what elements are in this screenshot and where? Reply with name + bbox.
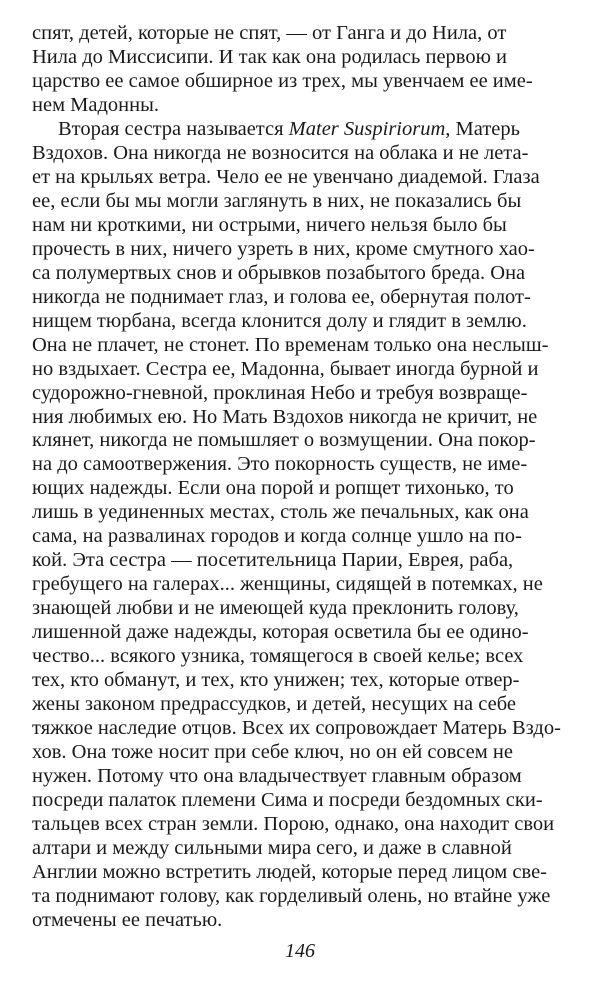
text-segment: , Матерь bbox=[445, 117, 520, 140]
text-line: нужен. Потому что она владычествует главным образом bbox=[32, 765, 522, 788]
text-line: са полумертвых снов и обрывков позабытого бреда. Она bbox=[32, 261, 526, 284]
text-line: хов. Она тоже носит при себе ключ, но он ей совсем не bbox=[32, 741, 513, 764]
text-line: ющих надежды. Если она порой и ропщет тихонько, то bbox=[32, 477, 514, 500]
text-line: клянет, никогда не помышляет о возмущении. Она покор- bbox=[32, 429, 536, 452]
text-line: нам ни кроткими, ни острыми, ничего нельзя было бы bbox=[32, 213, 507, 236]
text-line: прочесть в них, ничего узреть в них, кроме смутного хао- bbox=[32, 237, 535, 260]
text-segment: Вторая сестра называется bbox=[58, 117, 289, 140]
text-line: лишенной даже надежды, которая осветила бы ее одино- bbox=[32, 621, 529, 644]
text-line: Вздохов. Она никогда не возносится на облака и не лета- bbox=[32, 141, 529, 164]
page-number: 146 bbox=[285, 940, 315, 962]
italic-latin-title: Mater Suspiriorum bbox=[288, 117, 446, 140]
text-line: кой. Эта сестра — посетительница Парии, Еврея, раба, bbox=[32, 549, 514, 572]
text-line: ет на крыльях ветра. Чело ее не увенчано диадемой. Глаза bbox=[32, 165, 540, 188]
text-line: ния любимых ею. Но Мать Вздохов никогда не кричит, не bbox=[32, 405, 538, 428]
text-line: отмечены ее печатью. bbox=[32, 908, 223, 931]
text-line: чество... всякого узника, томящегося в своей келье; всех bbox=[32, 645, 524, 668]
text-line: на до самоотвержения. Это покорность существ, не име- bbox=[32, 453, 528, 476]
text-line: Англии можно встретить людей, которые перед лицом све- bbox=[32, 860, 547, 883]
text-line: тальцев всех стран земли. Порою, однако, она находит свои bbox=[32, 812, 555, 835]
text-line: никогда не поднимает глаз, и голова ее, обернутая полот- bbox=[32, 285, 531, 308]
text-line: та поднимают голову, как горделивый олень, но втайне уже bbox=[32, 884, 551, 907]
text-line: гребущего на галерах... женщины, сидящей в потемках, не bbox=[32, 573, 543, 596]
text-line: лишь в уединенных местах, столь же печальных, как она bbox=[32, 501, 529, 524]
text-line: тех, кто обманут, и тех, кто унижен; тех, которые отвер- bbox=[32, 669, 520, 692]
text-line: Она не плачет, не стонет. По временам только она неслыш- bbox=[32, 333, 549, 356]
text-line bbox=[32, 117, 520, 142]
text-line: Нила до Миссисипи. И так как она родилась первою и bbox=[32, 45, 507, 68]
text-line: царство ее самое обширное из трех, мы увенчаем ее име- bbox=[32, 69, 533, 92]
text-line: нищем тюрбана, всегда клонится долу и глядит в землю. bbox=[32, 309, 527, 332]
text-line: судорожно-гневной, проклиная Небо и требуя возвраще- bbox=[32, 381, 528, 404]
text-line: но вздыхает. Сестра ее, Мадонна, бывает иногда бурной и bbox=[32, 357, 539, 380]
text-line: алтари и между сильными мира сего, и даже в славной bbox=[32, 836, 512, 859]
page-text bbox=[32, 22, 561, 933]
text-line: знающей любви и не имеющей куда преклонить голову, bbox=[32, 597, 519, 620]
text-line: нем Мадонны. bbox=[32, 93, 160, 116]
text-line: посреди палаток племени Сима и посреди бездомных ски- bbox=[32, 789, 543, 811]
text-line: спят, детей, которые не спят, — от Ганга и до Нила, от bbox=[32, 22, 507, 44]
text-line: сама, на развалинах городов и когда солнце ушло на по- bbox=[32, 525, 522, 548]
text-line: жены законом предрассудков, и детей, несущих на себе bbox=[32, 693, 516, 716]
text-line: ее, если бы мы могли заглянуть в них, не показались бы bbox=[32, 189, 522, 212]
text-line: тяжкое наследие отцов. Всех их сопровождает Матерь Вздо- bbox=[32, 717, 561, 740]
